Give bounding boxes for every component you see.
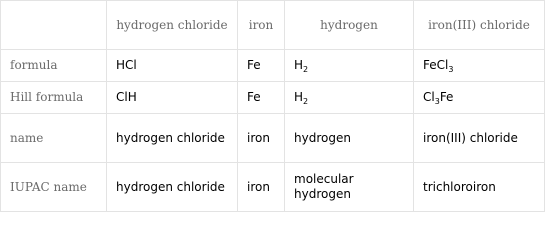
formula-tail: Fe [439, 90, 454, 104]
formula-base: FeCl [423, 58, 449, 72]
column-header-iron-iii-chloride: iron(III) chloride [414, 1, 545, 50]
column-header-iron: iron [238, 1, 285, 50]
row-label-name: name [1, 114, 107, 163]
hill-formula-cell-hydrogen-chloride [107, 82, 238, 114]
formula-cell-iron-iii-chloride [414, 50, 545, 82]
formula-base: Fe [247, 90, 261, 104]
table-row-iupac-name [1, 163, 545, 212]
formula-cell-hydrogen-chloride [107, 50, 238, 82]
table-header-row [1, 1, 545, 50]
formula-subscript: 3 [434, 97, 440, 106]
name-cell-iron: iron [238, 114, 285, 163]
iupac-name-cell-hydrogen: molecular hydrogen [285, 163, 414, 212]
formula-base: Fe [247, 58, 261, 72]
iupac-name-cell-iron: iron [238, 163, 285, 212]
formula-base: ClH [116, 90, 137, 104]
name-cell-iron-iii-chloride: iron(III) chloride [414, 114, 545, 163]
row-label-iupac-name: IUPAC name [1, 163, 107, 212]
formula-subscript: 3 [448, 65, 454, 74]
iupac-name-cell-iron-iii-chloride: trichloroiron [414, 163, 545, 212]
formula-base: H [294, 58, 304, 72]
row-label-hill-formula: Hill formula [1, 82, 107, 114]
name-cell-hydrogen: hydrogen [285, 114, 414, 163]
formula-base: H [294, 90, 304, 104]
column-header-hydrogen: hydrogen [285, 1, 414, 50]
formula-subscript: 2 [303, 97, 309, 106]
name-cell-hydrogen-chloride: hydrogen chloride [107, 114, 238, 163]
formula-subscript: 2 [303, 65, 309, 74]
column-header-hydrogen-chloride: hydrogen chloride [107, 1, 238, 50]
hill-formula-cell-iron-iii-chloride [414, 82, 545, 114]
iupac-name-cell-hydrogen-chloride: hydrogen chloride [107, 163, 238, 212]
formula-base: Cl [423, 90, 435, 104]
header-corner-cell [1, 1, 107, 50]
formula-base: HCl [116, 58, 137, 72]
table-row-hill-formula [1, 82, 545, 114]
hill-formula-cell-hydrogen [285, 82, 414, 114]
table-row-name [1, 114, 545, 163]
formula-cell-iron [238, 50, 285, 82]
table-row-formula [1, 50, 545, 82]
hill-formula-cell-iron [238, 82, 285, 114]
formula-cell-hydrogen [285, 50, 414, 82]
row-label-formula: formula [1, 50, 107, 82]
